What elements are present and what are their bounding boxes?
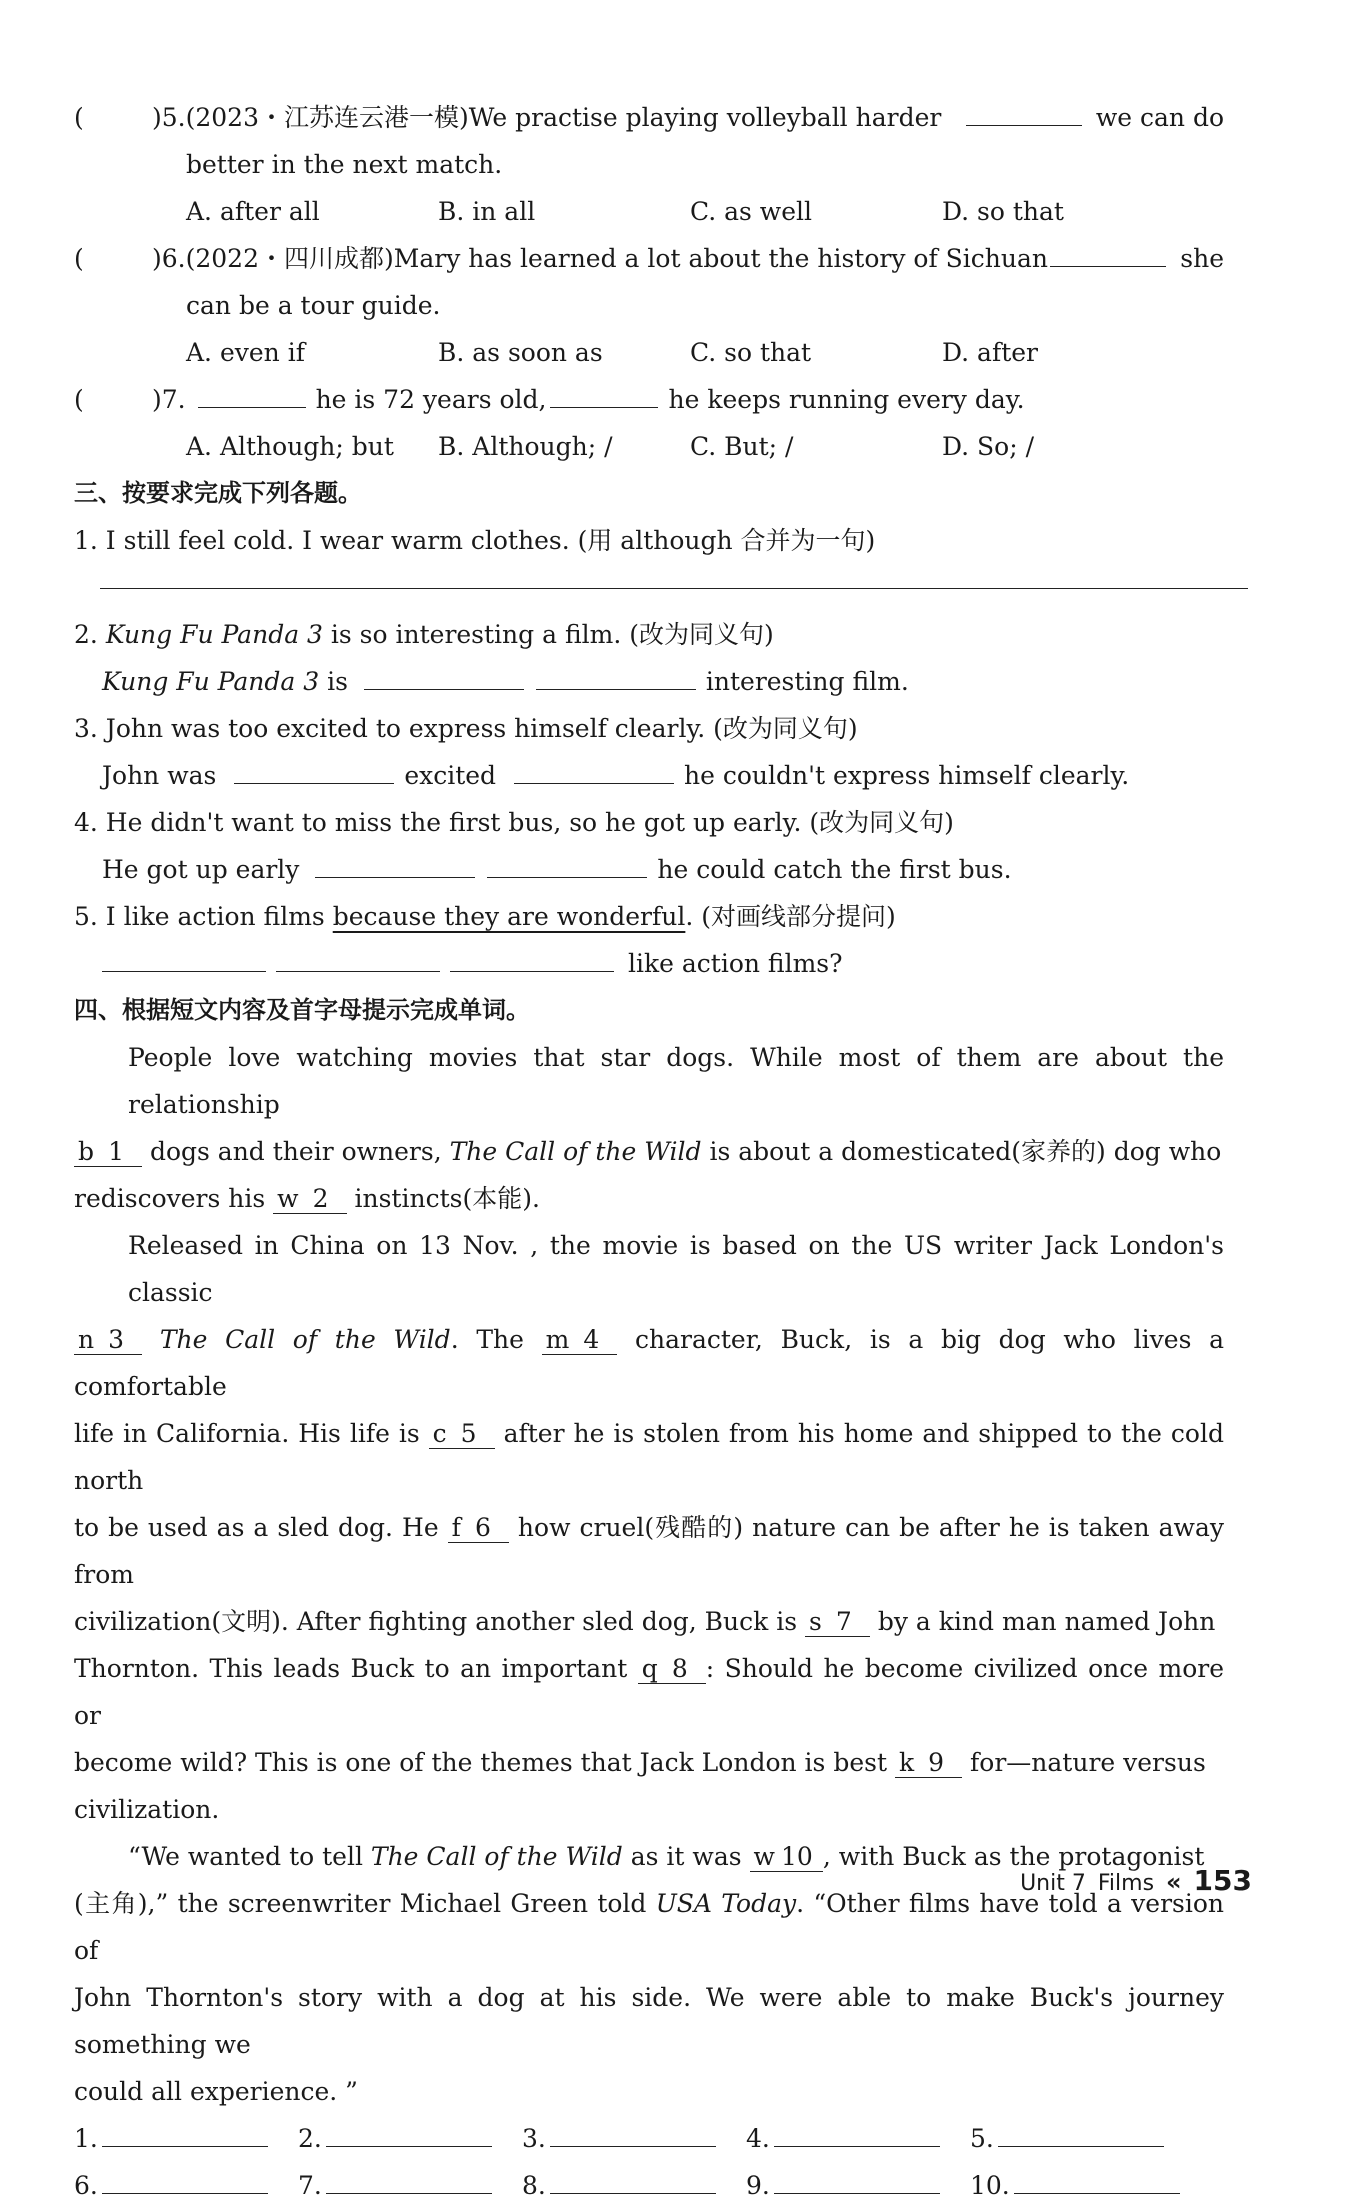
answer-cell[interactable]: 5. [970, 2115, 1194, 2162]
mc-question-5 [74, 94, 1224, 141]
answer-row-1 [74, 2115, 1224, 2162]
question-text-end: he keeps running every day. [668, 385, 1025, 414]
option-b[interactable]: B. in all [438, 197, 536, 226]
answer-cell[interactable]: 6. [74, 2162, 298, 2209]
question-continuation: better in the next match. [186, 150, 503, 179]
question-text: 5. I like action films [74, 902, 333, 931]
passage-line: b 1 dogs and their owners, The Call of the Wild is about a domesticated(家养的) dog who [74, 1128, 1224, 1175]
answer-text: excited [404, 761, 497, 790]
page-footer [1020, 1864, 1252, 1897]
answer-text: He got up early [102, 855, 300, 884]
options-row [74, 329, 1224, 376]
answer-blank[interactable] [450, 943, 614, 972]
option-c[interactable]: C. so that [690, 338, 812, 367]
answer-cell[interactable]: 1. [74, 2115, 298, 2162]
answer-text: John was [102, 761, 217, 790]
s3-answer-5 [74, 940, 1224, 987]
answer-blank[interactable] [1050, 238, 1166, 267]
passage-line: life in California. His life is c 5 after he is stolen from his home and shipped to the cold north [74, 1419, 1224, 1495]
question-number: )6. [152, 244, 186, 273]
gap-8[interactable]: q 8 [638, 1655, 706, 1684]
answer-blank[interactable] [550, 379, 658, 408]
passage-line: become wild? This is one of the themes that Jack London is best k 9 for—nature versus [74, 1748, 1206, 1777]
question-text: he is 72 years old, [315, 385, 547, 414]
question-instruction: . (对画线部分提问) [685, 902, 896, 931]
passage-line: civilization(文明). After fighting another sled dog, Buck is s 7 by a kind man named John [74, 1607, 1216, 1636]
answer-blank[interactable] [276, 943, 440, 972]
answer-paren[interactable]: ( [74, 103, 84, 132]
answer-cell[interactable]: 4. [746, 2115, 970, 2162]
answer-blank[interactable] [364, 661, 524, 690]
options-row [74, 423, 1224, 470]
option-d[interactable]: D. after [942, 338, 1038, 367]
question-text: Mary has learned a lot about the history of Sichuan [393, 244, 1049, 273]
mc-question-7 [74, 376, 1224, 423]
s3-answer-3 [74, 752, 1224, 799]
answer-blank[interactable] [514, 755, 674, 784]
question-number: 2. [74, 620, 98, 649]
question-text-end: she [1180, 244, 1224, 273]
option-a[interactable]: A. Although; but [186, 432, 394, 461]
gap-7[interactable]: s 7 [805, 1608, 870, 1637]
underlined-part: because they are wonderful [332, 902, 686, 931]
unit-label: Unit 7 [1020, 1871, 1086, 1896]
answer-blank[interactable] [315, 849, 475, 878]
question-text: We practise playing volleyball harder [468, 103, 942, 132]
passage-line: n 3 The Call of the Wild. The m 4 character, Buck, is a big dog who lives a comfortable [74, 1325, 1224, 1401]
answer-cell[interactable]: 8. [522, 2162, 746, 2209]
passage [74, 1034, 1224, 2115]
passage-line: John Thornton's story with a dog at his side. We were able to make Buck's journey something we [74, 1983, 1224, 2059]
answer-cell[interactable]: 2. [298, 2115, 522, 2162]
answer-text: is [319, 667, 348, 696]
answer-cell[interactable]: 3. [522, 2115, 746, 2162]
answer-paren[interactable]: ( [74, 385, 84, 414]
passage-line: to be used as a sled dog. He f 6 how cruel(残酷的) nature can be after he is taken away from [74, 1513, 1224, 1589]
passage-line: rediscovers his w 2 instincts(本能). [74, 1184, 540, 1213]
passage-line: civilization. [74, 1795, 220, 1824]
gap-1[interactable]: b 1 [74, 1138, 142, 1167]
answer-blank[interactable] [102, 943, 266, 972]
passage-line: could all experience. ” [74, 2077, 358, 2106]
question-number: )7. [152, 385, 186, 414]
gap-3[interactable]: n 3 [74, 1326, 142, 1355]
s3-question-1: 1. I still feel cold. I wear warm clothes. (用 although 合并为一句) [74, 526, 876, 555]
option-a[interactable]: A. even if [186, 338, 305, 367]
option-d[interactable]: D. so that [942, 197, 1064, 226]
answer-blank[interactable] [234, 755, 394, 784]
passage-line: (主角),” the screenwriter Michael Green told USA Today. “Other films have told a version of [74, 1889, 1224, 1965]
page-number: 153 [1193, 1864, 1252, 1897]
answer-blank[interactable] [198, 379, 306, 408]
option-a[interactable]: A. after all [186, 197, 320, 226]
option-d[interactable]: D. So; / [942, 432, 1035, 461]
answer-row-2 [74, 2162, 1224, 2209]
question-text-end: we can do [1095, 103, 1224, 132]
film-title: Kung Fu Panda 3 [102, 667, 320, 696]
s3-question-3: 3. John was too excited to express himself clearly. (改为同义句) [74, 714, 858, 743]
answer-text-end: like action films? [628, 949, 843, 978]
answer-cell[interactable]: 10. [970, 2162, 1194, 2209]
gap-4[interactable]: m 4 [542, 1326, 618, 1355]
answer-blank[interactable] [487, 849, 647, 878]
topic-label: Films [1097, 1871, 1155, 1896]
gap-2[interactable]: w 2 [273, 1185, 346, 1214]
gap-5[interactable]: c 5 [429, 1420, 495, 1449]
answer-text-end: he couldn't express himself clearly. [684, 761, 1130, 790]
answer-paren[interactable]: ( [74, 244, 84, 273]
answer-text-end: he could catch the first bus. [657, 855, 1012, 884]
passage-line: People love watching movies that star dogs. While most of them are about the relationship [128, 1043, 1224, 1119]
gap-9[interactable]: k 9 [895, 1749, 962, 1778]
s3-question-5 [74, 893, 1224, 940]
mc-question-6 [74, 235, 1224, 282]
film-title: Kung Fu Panda 3 [105, 620, 323, 649]
question-number: )5. [152, 103, 186, 132]
s3-answer-2 [74, 658, 1224, 705]
gap-6[interactable]: f 6 [448, 1514, 509, 1543]
question-text: is so interesting a film. (改为同义句) [322, 620, 774, 649]
option-c[interactable]: C. But; / [690, 432, 794, 461]
answer-text-end: interesting film. [705, 667, 909, 696]
s3-answer-4 [74, 846, 1224, 893]
s3-question-4: 4. He didn't want to miss the first bus, so he got up early. (改为同义句) [74, 808, 954, 837]
option-c[interactable]: C. as well [690, 197, 812, 226]
s3-question-2 [74, 611, 1224, 658]
option-b[interactable]: B. as soon as [438, 338, 603, 367]
section-3-title: 三、按要求完成下列各题。 [74, 479, 362, 507]
answer-cell[interactable]: 7. [298, 2162, 522, 2209]
option-b[interactable]: B. Although; / [438, 432, 613, 461]
question-source: (2022・四川成都) [185, 244, 394, 273]
answer-blank[interactable] [966, 97, 1082, 126]
section-4-title: 四、根据短文内容及首字母提示完成单词。 [74, 996, 530, 1024]
double-chevron-left-icon: « [1166, 1868, 1182, 1896]
answer-line[interactable] [100, 564, 1248, 589]
question-continuation: can be a tour guide. [186, 291, 441, 320]
gap-10[interactable]: w 10 [750, 1843, 823, 1872]
answer-cell[interactable]: 9. [746, 2162, 970, 2209]
question-source: (2023・江苏连云港一模) [185, 103, 469, 132]
passage-line: “We wanted to tell The Call of the Wild as it was w 10 , with Buck as the protagonist [128, 1842, 1205, 1871]
passage-line: Released in China on 13 Nov. , the movie is based on the US writer Jack London's classic [128, 1231, 1224, 1307]
options-row [74, 188, 1224, 235]
answer-blank[interactable] [536, 661, 696, 690]
passage-line: Thornton. This leads Buck to an important q 8 : Should he become civilized once more or [74, 1654, 1224, 1730]
